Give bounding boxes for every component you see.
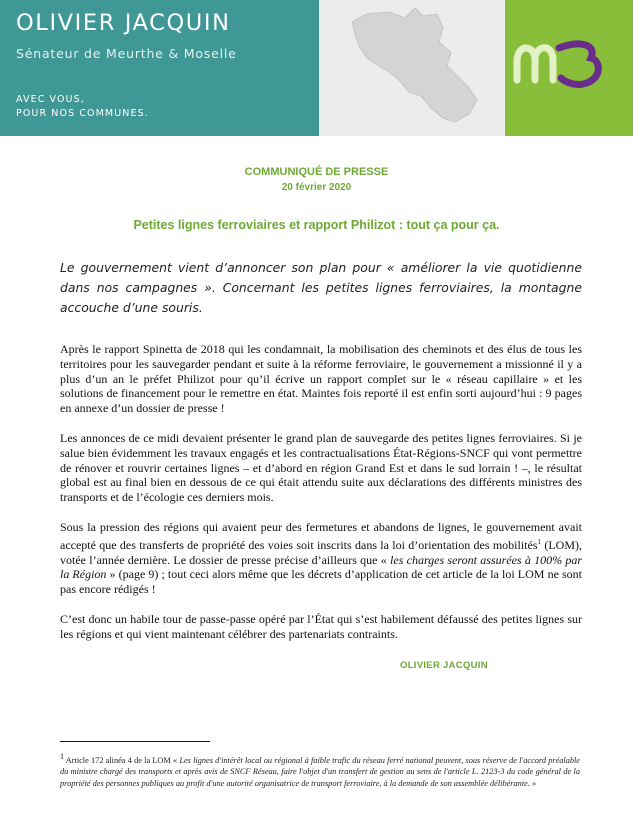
paragraph-3-part-b: (LOM), votée l’année dernière. Le dossier de presse précise d’ailleurs que « (60, 537, 582, 567)
department-map-icon (319, 0, 505, 136)
paragraph-4: C’est donc un habile tour de passe-passe opéré par l’État qui s’est habilement défaussé des petites lignes sur les régions et qui vient maintenant célébrer des partenariats contraints. (60, 611, 582, 641)
footnote-divider (60, 741, 210, 742)
paragraph-3 (60, 520, 582, 597)
header-map-panel (319, 0, 505, 136)
motto-line-1: AVEC VOUS, (16, 94, 85, 105)
paragraph-3-part-a: Sous la pression des régions qui avaient peur des fermetures et abandons de lignes, le gouvernement avait accepté que des transferts de propriété des voies soit inscrits dans la loi d’orientation des mobilités (60, 519, 582, 552)
header-identity-panel (0, 0, 319, 136)
signature: OLIVIER JACQUIN (400, 660, 488, 671)
footnote-reference: Article 172 alinéa 4 de la LOM « (64, 755, 180, 765)
press-release-date: 20 février 2020 (281, 182, 352, 193)
motto-line-2: POUR NOS COMMUNES. (16, 108, 149, 119)
paragraph-1: Après le rapport Spinetta de 2018 qui les condamnait, la mobilisation des cheminots et des élus de tous les territoires pour les sauvegarder pendant et suite à la réforme ferroviaire, le gouvernement a missionné il y a plus d’un an le préfet Philizot pour qu’il écrive un rapport complet sur le « réseau capillaire » et les solutions de financement pour le remettre en état. Maintes fois reporté il est enfin sorti aujourd’hui : 9 pages en annexe d’un dossier de presse ! (60, 342, 582, 416)
footnote-ref: 1 (537, 537, 542, 546)
footnote-number: 1 (60, 752, 64, 761)
senator-role: Sénateur de Meurthe & Moselle (16, 46, 237, 61)
paragraph-2: Les annonces de ce midi devaient présenter le grand plan de sauvegarde des petites lignes ferroviaires. Si je salue bien évidemment les travaux engagés et les contractualisations État-Régions-SNCF qui vont permettre de rénover et rouvrir certaines lignes – et d’abord en région Grand Est et dans le sud lorrain ! –, le résultat global est au final bien en dessous de ce qui était attendu suite aux déclarations des différents ministres des transports et de l’écologie ces derniers mois. (60, 430, 582, 505)
headline: Petites lignes ferroviaires et rapport Philizot : tout ça pour ça. (133, 218, 500, 232)
footnote-end: » (529, 778, 537, 788)
paragraph-3-part-c: » (page 9) ; tout ceci alors même que les décrets d’application de cet article de la loi LOM ne sont pas encore rédigés ! (60, 567, 583, 597)
senator-name: OLIVIER JACQUIN (16, 10, 231, 36)
footnote-quote: Les lignes d'intérêt local ou régional à faible trafic du réseau ferré national peuvent, sous réserve de l'accord préalable du ministre chargé des transports et après avis de SNCF Réseau, faire l'objet d'un transfert de gestion au sens de l'article L. 2123-3 du code général de la propriété des personnes publiques au profit d'une autorité organisatrice de transport ferroviaire, à la demande de son assemblée délibérante. (60, 755, 580, 788)
logo-icon (505, 0, 633, 136)
press-release-title: COMMUNIQUÉ DE PRESSE (244, 166, 389, 178)
body-text (60, 342, 582, 657)
lead-paragraph: Le gouvernement vient d’annoncer son plan pour « améliorer la vie quotidienne dans nos campagnes ». Concernant les petites lignes ferroviaires, la montagne accouche d’une souris. (60, 260, 582, 315)
paragraph-3-quote: les charges seront assurées à 100% par la Région (60, 552, 583, 582)
footnote (60, 751, 580, 790)
motto (16, 93, 149, 121)
header-logo-panel (505, 0, 633, 136)
